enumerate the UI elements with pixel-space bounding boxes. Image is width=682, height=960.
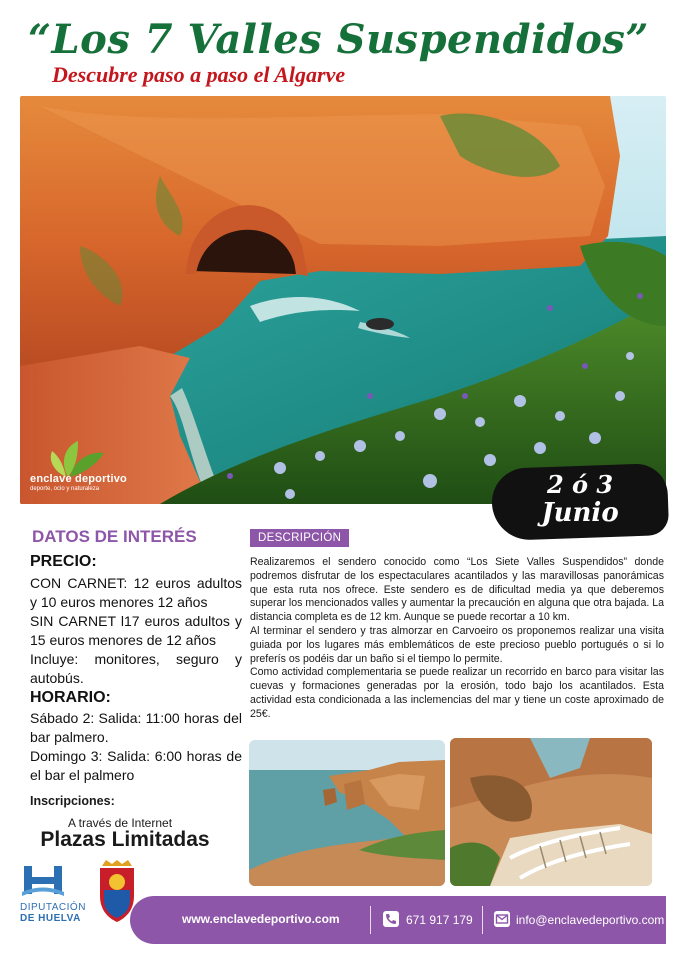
- coast-photo-sea-stacks: [249, 740, 445, 886]
- precio-incluye: Incluye: monitores, seguro y autobús.: [30, 651, 242, 686]
- poster-subtitle: Descubre paso a paso el Algarve: [52, 62, 346, 87]
- email-address[interactable]: info@enclavedeportivo.com: [516, 913, 665, 927]
- date-month: Junio: [541, 498, 619, 528]
- horario-domingo: Domingo 3: Salida: 6:00 horas de el bar el palmero: [30, 748, 242, 783]
- date-days: 2 ó 3: [546, 470, 614, 499]
- diputacion-huelva-text: DE HUELVA: [20, 913, 81, 924]
- footer-divider: [482, 906, 483, 934]
- inscripciones-heading: Inscripciones:: [30, 794, 115, 808]
- horario-heading: HORARIO:: [30, 689, 111, 706]
- inscripciones-via: A través de Internet: [67, 816, 173, 830]
- footer-divider: [370, 906, 371, 934]
- precio-con-carnet: CON CARNET: 12 euros adultos y 10 euros menores 12 años: [30, 575, 242, 610]
- coast-photo-stairs: [450, 738, 652, 886]
- descripcion-paragraph: Realizaremos el sendero conocido como “Los Siete Valles Suspendidos” donde podremos disfrutar de los espectaculares acantilados y las maravillosas panorámicas que esta ruta nos ofrece. Este sendero es de dificultad media ya que deberemos superar los mencionados valles y aumentar la precaución en alguna que otra bajada. La distancia completa es de 12 km. Aunque se puede recortar a 10 km.: [250, 556, 665, 624]
- website-link[interactable]: www.enclavedeportivo.com: [182, 912, 340, 926]
- descripcion-paragraph: Como actividad complementaria se puede realizar un recorrido en barco para visitar las cuevas y formaciones generadas por la erosión, todo bajo los acantilados. Esta actividad esta condicionada a las inclemencias del mar y tiene un coste aproximado de 25€.: [250, 666, 664, 720]
- email-icon: [494, 911, 510, 927]
- enclave-logo-tagline: deporte, ocio y naturaleza: [30, 486, 100, 492]
- diputacion-huelva-logo-icon: [22, 862, 64, 898]
- descripcion-label: DESCRIPCIÓN: [250, 529, 349, 547]
- poster-title: “Los 7 Valles Suspendidos”: [28, 16, 649, 63]
- descripcion-text: [250, 556, 664, 722]
- enclave-logo-text: enclave deportivo: [30, 473, 127, 485]
- diputacion-text: DIPUTACIÓN: [20, 902, 86, 913]
- phone-icon: [383, 911, 399, 927]
- datos-interes-heading: DATOS DE INTERÉS: [32, 527, 197, 546]
- plazas-limitadas: Plazas Limitadas: [40, 828, 210, 851]
- phone-number[interactable]: 671 917 179: [406, 913, 473, 927]
- descripcion-paragraph: Al terminar el sendero y tras almorzar en Carvoeiro os proponemos realizar una visita guiada por los lugares más emblemáticos de este precioso pueblo portugués o si lo preferís os podéis dar un baño si el tiempo lo permite.: [250, 624, 664, 665]
- precio-heading: PRECIO:: [30, 553, 97, 570]
- horario-sabado: Sábado 2: Salida: 11:00 horas del bar palmero.: [30, 710, 242, 745]
- precio-sin-carnet: SIN CARNET l17 euros adultos y 15 euros menores de 12 años: [30, 613, 242, 648]
